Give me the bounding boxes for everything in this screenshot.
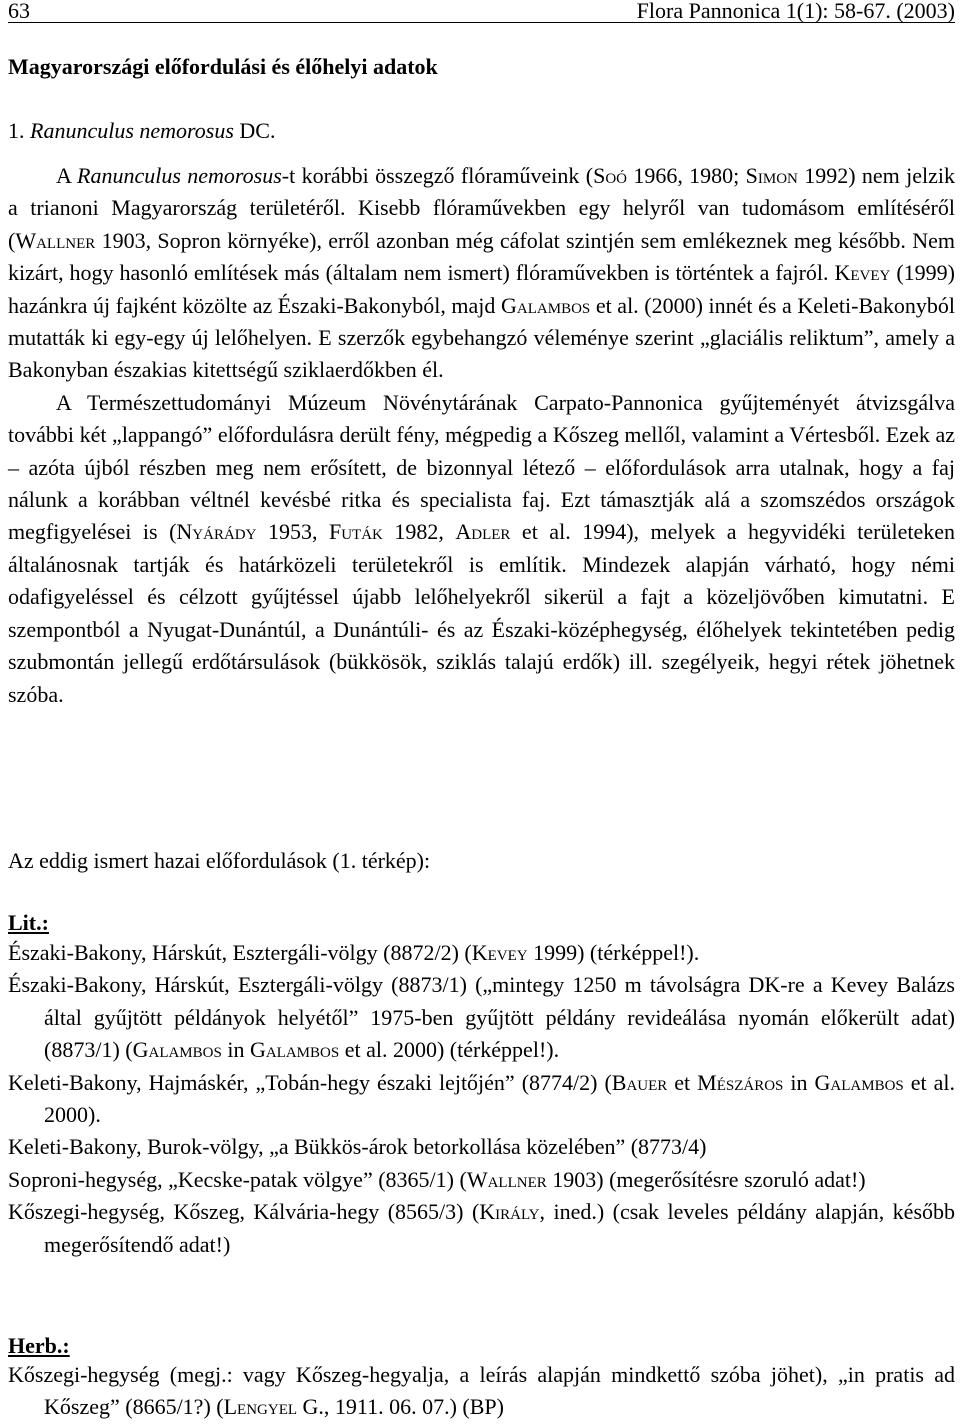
author-name: Bauer [611, 1069, 668, 1095]
lit-heading: Lit.: [8, 910, 49, 935]
text-run: et [667, 1069, 698, 1095]
text-run: 1966, 1980; [626, 163, 746, 188]
author-name: Nyárády [176, 519, 257, 545]
herb-heading: Herb.: [8, 1333, 70, 1358]
text-run: et al. 2000) (térképpel!). [339, 1037, 560, 1063]
paragraph [8, 160, 955, 387]
species-number: 1. [8, 118, 25, 143]
text-run: Soproni-hegység, „Kecske-patak völgye” (8365/1) ( [8, 1166, 467, 1192]
author-name: Lengyel G. [223, 1394, 324, 1420]
list-item [8, 1067, 955, 1132]
author-name: Kevey [471, 940, 528, 965]
text-run: Keleti-Bakony, Burok-völgy, „a Bükkös-árok betorkollása közelében” (8773/4) [8, 1134, 707, 1160]
literature-list [8, 937, 955, 1261]
author-name: Kevey [834, 260, 891, 286]
author-name: Galambos [249, 1037, 340, 1063]
text-run: et al. 1994), melyek a hegyvidéki területeken általánosnak tartják és határközeli területekről is említik. Mindezek alapján várható, hogy némi odafigyeléssel és célzott gyűjtéssel újabb lelőhelyekről sikerül a fajt a közeljövőben kimutatni. E szempontból a Nyugat-Dunántúl, a Dunántúli- és az Északi-középhegység, élőhelyek tekintetében pedig szubmontán jellegű erdőtársulások (bükkösök, sziklás talajú erdők) ill. szegélyeik, hegyi rétek jöhetnek szóba. [8, 519, 956, 707]
text-run: 1953, [256, 519, 329, 545]
body-text [8, 160, 955, 711]
text-run: 1999) (térképpel!). [527, 940, 700, 965]
section-title: Magyarországi előfordulási és élőhelyi adatok [8, 54, 438, 79]
author-name: Galambos [132, 1037, 222, 1063]
list-item [8, 1131, 955, 1163]
list-item [8, 937, 955, 969]
author-name: Wallner [466, 1166, 547, 1192]
herbarium-list [8, 1359, 955, 1424]
journal-citation: Flora Pannonica 1(1): 58-67. (2003) [636, 0, 955, 23]
text-run: , 1911. 06. 07.) (BP) [323, 1394, 504, 1420]
text-run: Északi-Bakony, Hárskút, Esztergáli-völgy (8872/2) ( [8, 940, 472, 965]
text-run: A Természettudományi Múzeum Növénytárának Carpato-Pannonica gyűjteményét átvizsgálva további két „lappangó” előfordulásra derült fény, mégpedig a Kőszeg mellől, valamint a Vértesből. Ezek az – azóta újból részben meg nem erősített, de bizonnyal létező – előfordulások arra utalnak, hogy a faj nálunk a korábban véltnél kevésbé ritka és specialista faj. Ezt támasztják alá a szomszédos országok megfigyelései is ( [8, 389, 955, 545]
text-run: -t korábbi összegző flóraműveink ( [281, 163, 594, 188]
author-name: Galambos [814, 1069, 904, 1095]
author-name: Adler [455, 519, 511, 545]
author-name: Soó [593, 163, 627, 188]
list-item [8, 969, 955, 1066]
species-heading [8, 116, 955, 146]
author-name: Király [479, 1199, 540, 1225]
paragraph [8, 387, 955, 711]
text-run: A [56, 163, 78, 188]
text-run: Kőszegi-hegység, Kőszeg, Kálvária-hegy (8565/3) ( [8, 1199, 480, 1225]
text-run: 1982, [382, 519, 456, 545]
author-name: Wallner [15, 227, 96, 253]
text-run: 1903, Sopron környéke), erről azonban még cáfolat szintjén sem emlékeznek meg később. Nem kizárt, hogy hasonló említések más (általam nem ismert) flóraművekben is történtek a fajról. [8, 227, 955, 286]
author-name: Futák [328, 519, 383, 545]
page-number: 63 [8, 0, 30, 23]
text-run: in [783, 1069, 815, 1095]
text-run: Északi-Bakony, Hárskút, Esztergáli-völgy (8873/1) („mintegy 1250 m távolságra DK-re a Kevey Balázs által gyűjtött példányok helyétől” 1975-ben gyűjtött példány revideálása nyomán előkerült adat) (8873/1) ( [8, 972, 955, 1063]
text-run: , ined.) (csak leveles példány alapján, később megerősítendő adat!) [44, 1199, 955, 1257]
list-item [8, 1359, 955, 1424]
author-name: Galambos [501, 292, 591, 318]
text-run: Keleti-Bakony, Hajmáskér, „Tobán-hegy északi lejtőjén” (8774/2) ( [8, 1069, 612, 1095]
list-item [8, 1164, 955, 1196]
species-name-italic: Ranunculus nemorosus [77, 163, 282, 188]
text-run: et al. 2000). [44, 1069, 955, 1128]
species-name: Ranunculus nemorosus [30, 118, 234, 143]
running-header [8, 0, 955, 23]
text-run: Kőszegi-hegység (megj.: vagy Kőszeg-hegyalja, a leírás alapján mindkettő szóba jöhet), „in pratis ad Kőszeg” (8665/1?) ( [8, 1362, 955, 1420]
author-name: Simon [745, 163, 798, 188]
text-run: 1992) nem jelzik a trianoni Magyarország területéről. Kisebb flóraművekben egy helyről van tudomásom említéséről ( [8, 163, 955, 253]
list-item [8, 1196, 955, 1261]
author-name: Mészáros [697, 1069, 784, 1095]
occurrences-heading: Az eddig ismert hazai előfordulások (1. térkép): [8, 848, 431, 873]
text-run: (1999) hazánkra új fajként közölte az Északi-Bakonyból, majd [8, 260, 956, 318]
text-run: in [221, 1037, 250, 1063]
species-author: DC. [239, 118, 276, 143]
text-run: et al. (2000) innét és a Keleti-Bakonyból mutatták ki egy-egy új lelőhelyen. E szerzők egybehangzó véleménye szerint „glaciális reliktum”, amely a Bakonyban északias kitettségű sziklaerdőkben él. [8, 292, 956, 383]
text-run: 1903) (megerősítésre szoruló adat!) [546, 1166, 866, 1192]
